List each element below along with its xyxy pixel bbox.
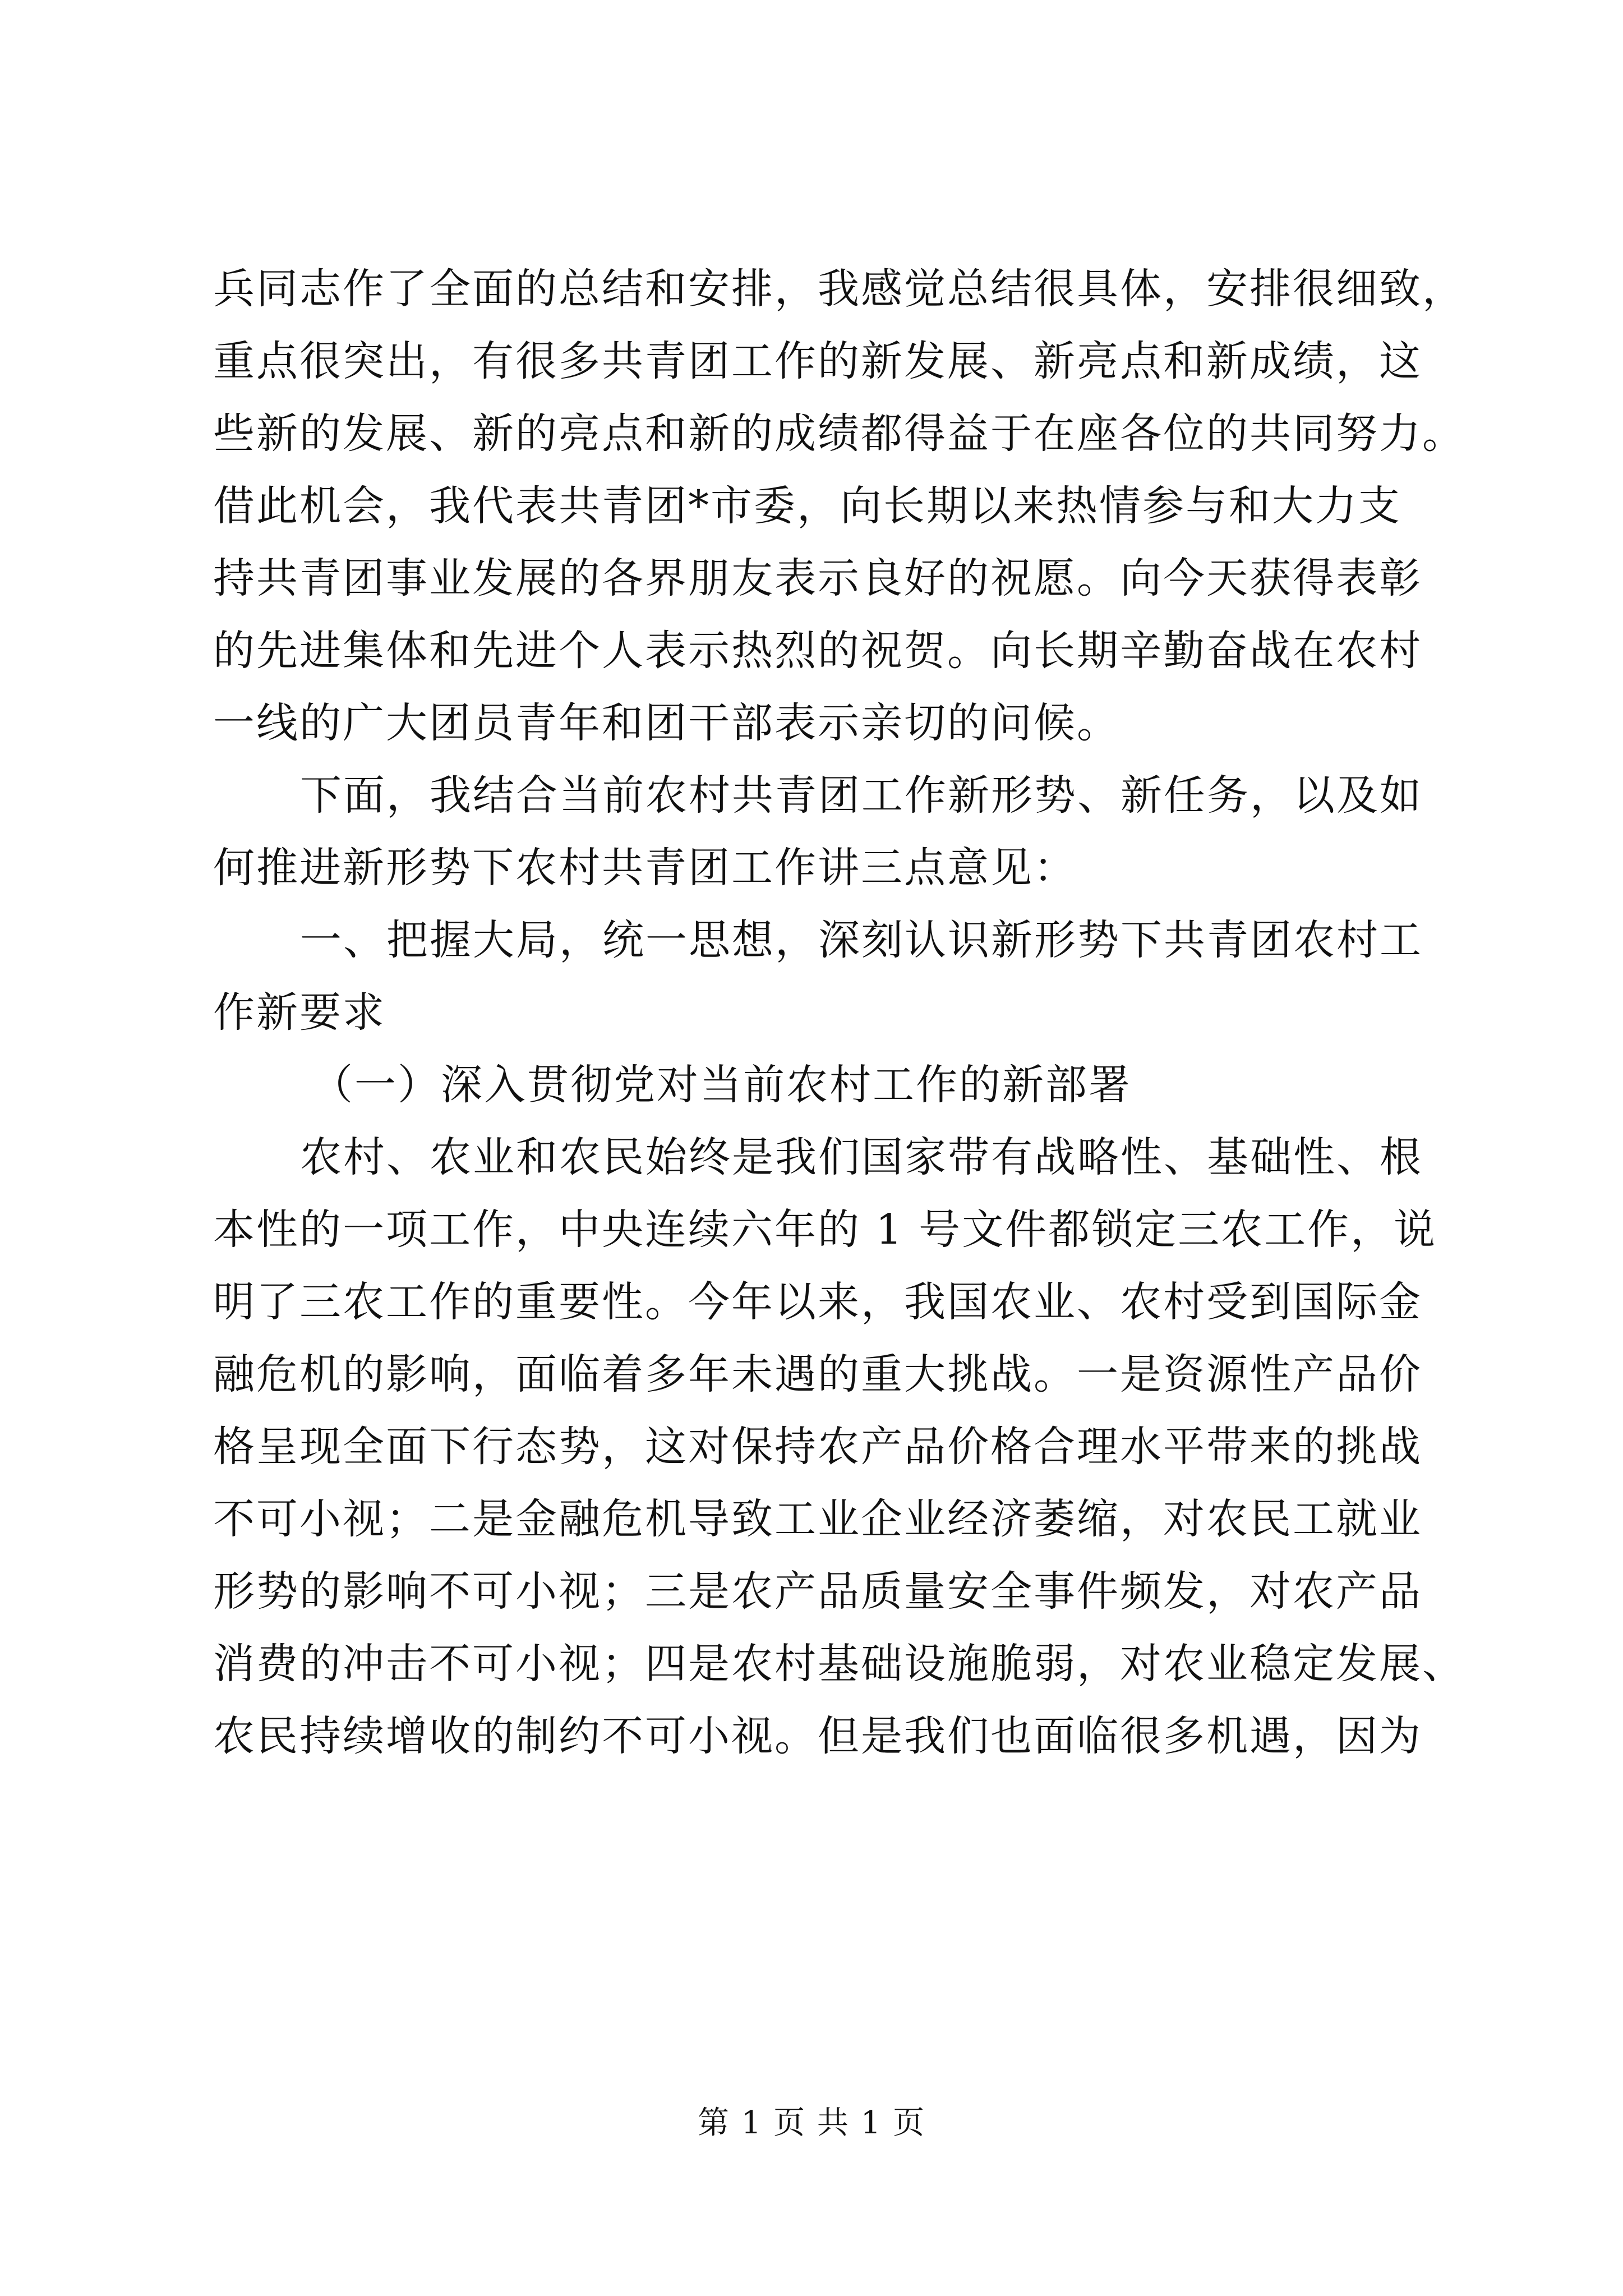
- text-line-17: 格呈现全面下行态势，这对保持农产品价格合理水平带来的挑战: [213, 1423, 1422, 1471]
- text-line-19: 形势的影响不可小视；三是农产品质量安全事件频发，对农产品: [213, 1567, 1422, 1616]
- text-line-5: 持共青团事业发展的各界朋友表示良好的祝愿。向今天获得表彰: [213, 554, 1422, 602]
- text-line-13: 农村、农业和农民始终是我们国家带有战略性、基础性、根: [300, 1133, 1423, 1181]
- text-line-16: 融危机的影响，面临着多年未遇的重大挑战。一是资源性产品价: [213, 1350, 1422, 1398]
- text-line-21: 农民持续增收的制约不可小视。但是我们也面临很多机遇，因为: [213, 1712, 1422, 1760]
- text-line-2: 重点很突出，有很多共青团工作的新发展、新亮点和新成绩，这: [213, 337, 1422, 385]
- heading-level-1: 一、把握大局，统一思想，深刻认识新形势下共青团农村工: [300, 916, 1423, 964]
- text-line-18: 不可小视；二是金融危机导致工业企业经济萎缩，对农民工就业: [213, 1495, 1422, 1543]
- text-line-14: 本性的一项工作，中央连续六年的 1 号文件都锁定三农工作，说: [213, 1205, 1437, 1254]
- text-line-20: 消费的冲击不可小视；四是农村基础设施脆弱，对农业稳定发展、: [213, 1640, 1465, 1688]
- text-line-7: 一线的广大团员青年和团干部表示亲切的问候。: [213, 699, 1120, 747]
- heading-level-2: （一）深入贯彻党对当前农村工作的新部署: [311, 1061, 1132, 1109]
- text-line-1: 兵同志作了全面的总结和安排，我感觉总结很具体，安排很细致，: [213, 265, 1465, 313]
- text-line-4: 借此机会，我代表共青团*市委，向长期以来热情参与和大力支: [213, 482, 1401, 530]
- text-line-9: 何推进新形势下农村共青团工作讲三点意见：: [213, 844, 1077, 892]
- text-line-15: 明了三农工作的重要性。今年以来，我国农业、农村受到国际金: [213, 1278, 1422, 1326]
- heading-level-1-cont: 作新要求: [213, 988, 386, 1037]
- text-line-8: 下面，我结合当前农村共青团工作新形势、新任务，以及如: [300, 771, 1423, 820]
- text-line-3: 些新的发展、新的亮点和新的成绩都得益于在座各位的共同努力。: [213, 409, 1465, 458]
- text-line-6: 的先进集体和先进个人表示热烈的祝贺。向长期辛勤奋战在农村: [213, 627, 1422, 675]
- page-footer: 第 1 页 共 1 页: [697, 2105, 926, 2141]
